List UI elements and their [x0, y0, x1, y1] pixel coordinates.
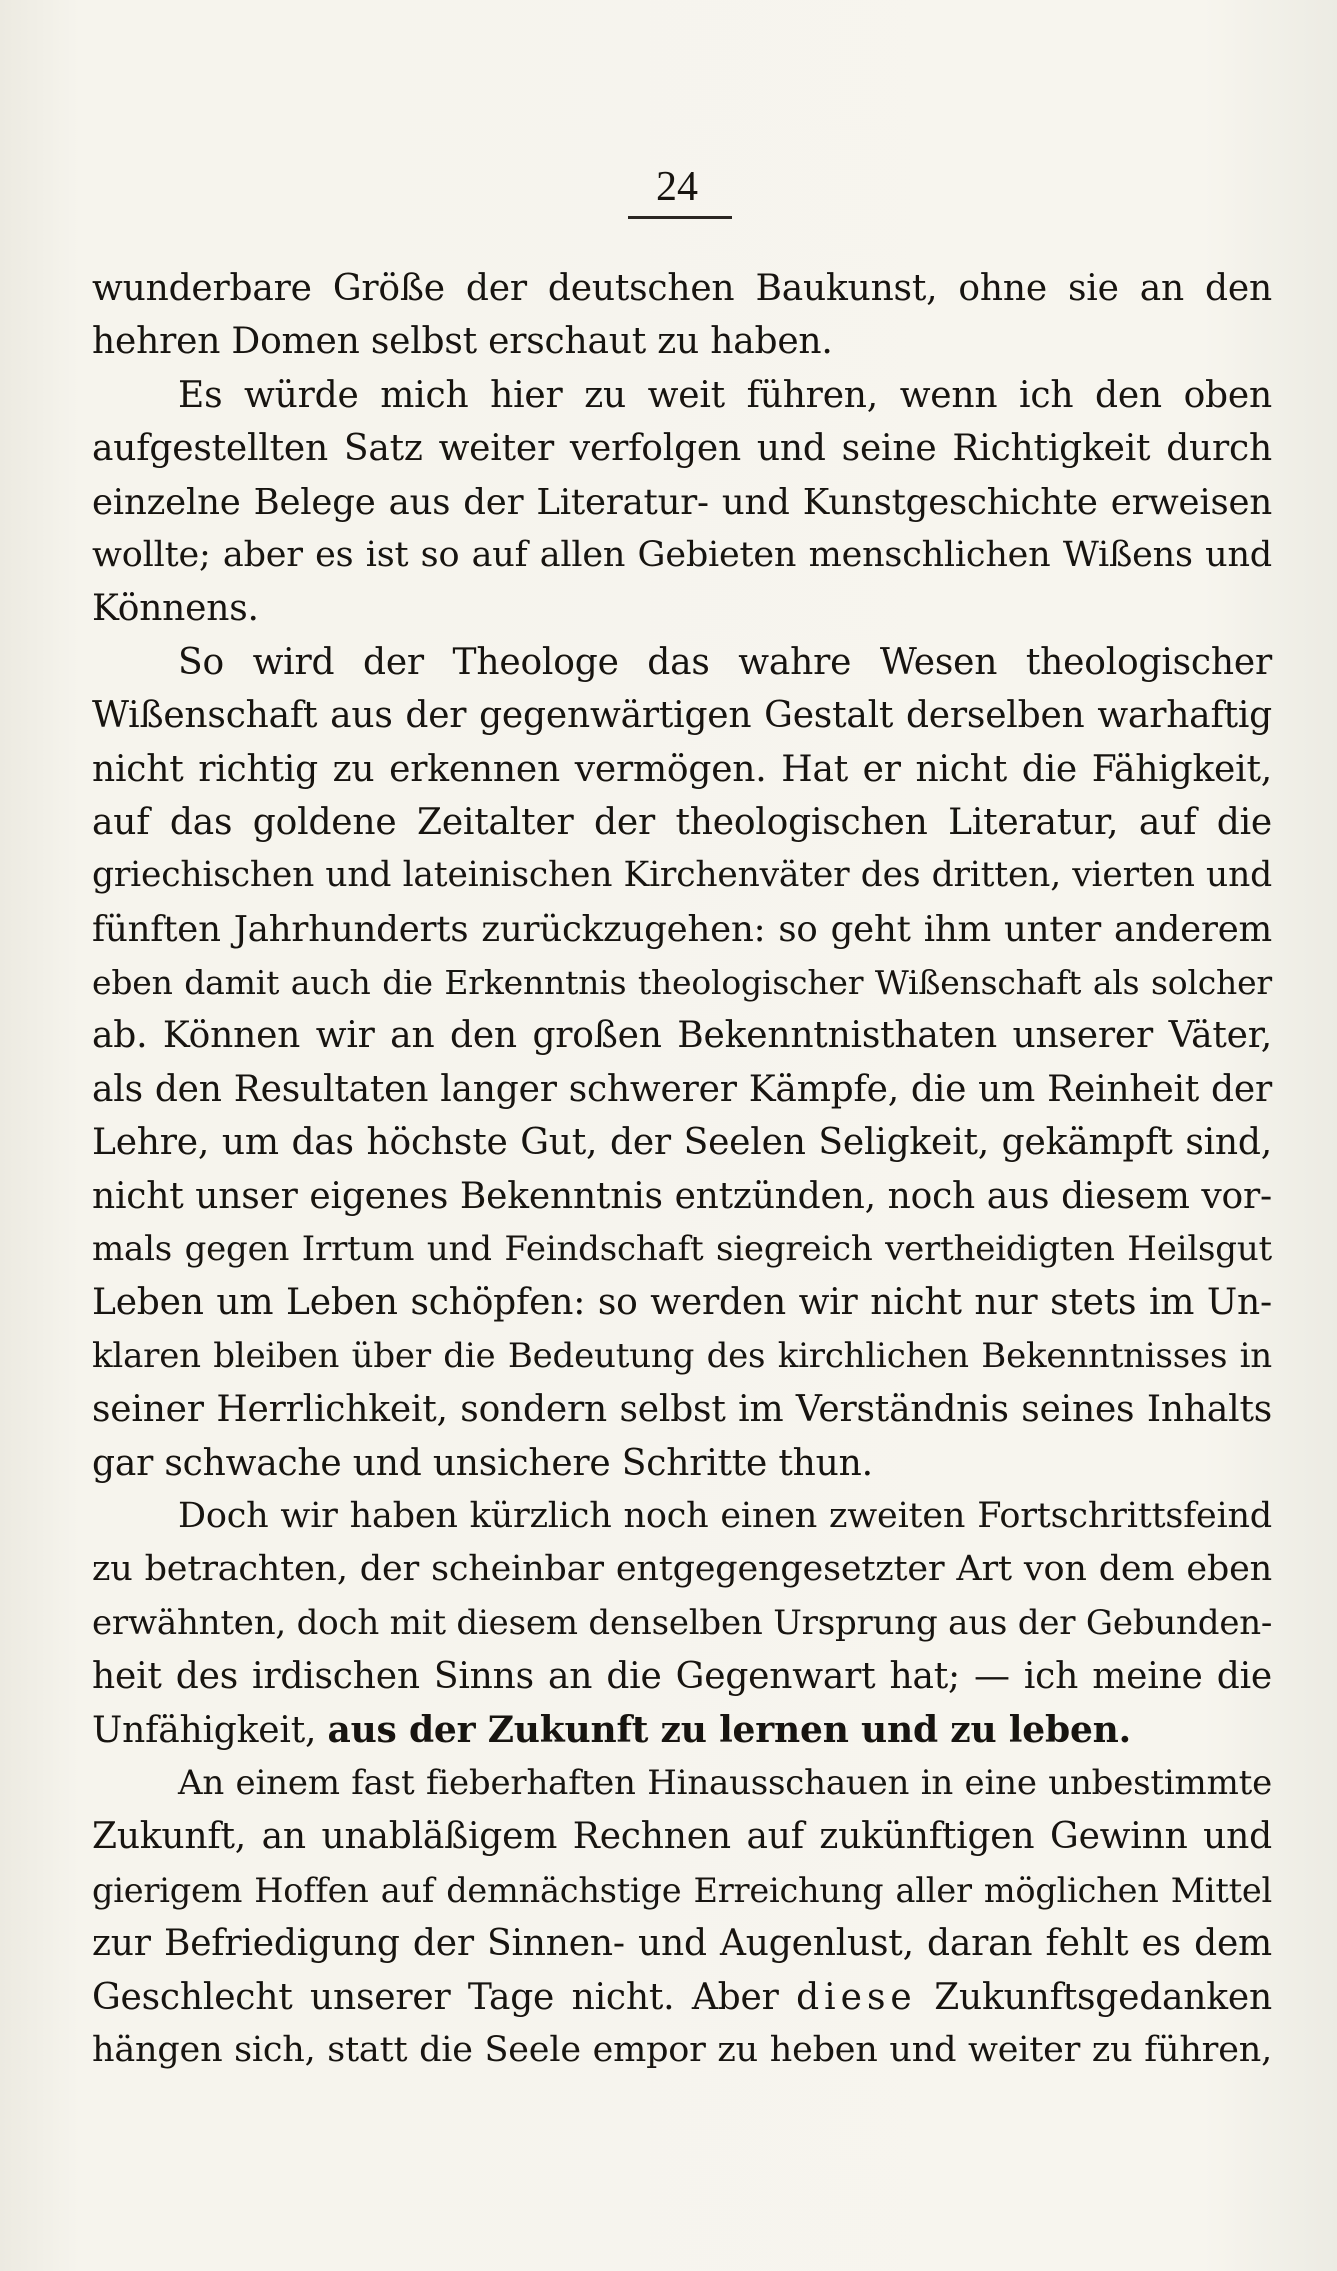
body-text	[92, 262, 1272, 2077]
text-line: wunderbare Größe der deutschen Baukunst, ohne sie an den	[92, 268, 1272, 309]
text-line: griechischen und lateinischen Kirchenväter des dritten, vierten und	[92, 855, 1272, 896]
spaced-emphasis-line	[92, 1971, 1272, 2024]
text-line: gar schwache und unsichere Schritte thun.	[92, 1442, 873, 1484]
text-line: mals gegen Irrtum und Feindschaft siegreich vertheidigten Heilsgut	[92, 1229, 1272, 1270]
text-line: eben damit auch die Erkenntnis theologischer Wißenschaft als solcher	[92, 963, 1272, 1003]
text-line: wollte; aber es ist so auf allen Gebieten menschlichen Wißens und	[92, 534, 1272, 575]
text-line: zu betrachten, der scheinbar entgegengesetzter Art von dem eben	[92, 1549, 1272, 1590]
text-line: erwähnten, doch mit diesem denselben Ursprung aus der Gebunden-	[92, 1602, 1273, 1643]
emphasized-phrase: aus der Zukunft zu lernen und zu leben.	[327, 1708, 1131, 1751]
page-number-rule	[628, 216, 732, 219]
text-line: Leben um Leben schöpfen: so werden wir nicht nur stets im Un-	[92, 1282, 1272, 1324]
spaced-word: diese	[796, 1976, 917, 2018]
text-line: nicht richtig zu erkennen vermögen. Hat er nicht die Fähigkeit,	[92, 748, 1272, 790]
text-line: aufgestellten Satz weiter verfolgen und seine Richtigkeit durch	[92, 428, 1272, 470]
text-line: Lehre, um das höchste Gut, der Seelen Seligkeit, gekämpft sind,	[92, 1122, 1272, 1164]
spaced-line-lead: Geschlecht unserer Tage nicht. Aber	[92, 1976, 797, 2018]
text-line: Doch wir haben kürzlich noch einen zweiten Fortschrittsfeind	[178, 1495, 1272, 1536]
text-line: heit des irdischen Sinns an die Gegenwart hat; — ich meine die	[92, 1656, 1272, 1698]
spaced-line-tail: Zukunftsgedanken	[916, 1976, 1272, 2018]
text-line: gierigem Hoffen auf demnächstige Erreichung aller möglichen Mittel	[92, 1870, 1272, 1910]
text-line: einzelne Belege aus der Literatur- und Kunstgeschichte erweisen	[92, 481, 1272, 523]
text-line: ab. Können wir an den großen Bekenntnisthaten unserer Väter,	[92, 1015, 1272, 1057]
text-line: Wißenschaft aus der gegenwärtigen Gestalt derselben warhaftig	[92, 695, 1272, 737]
emphasis-line-lead: Unfähigkeit,	[92, 1709, 328, 1751]
text-line: nicht unser eigenes Bekenntnis entzünden, noch aus diesem vor-	[92, 1175, 1272, 1217]
text-line: So wird der Theologe das wahre Wesen theologischer	[178, 641, 1272, 683]
page-number: 24	[656, 164, 698, 210]
emphasis-line	[92, 1704, 1272, 1757]
text-line: klaren bleiben über die Bedeutung des kirchlichen Bekenntnisses in	[92, 1335, 1272, 1376]
text-line: zur Befriedigung der Sinnen- und Augenlust, daran fehlt es dem	[92, 1923, 1272, 1965]
text-line: Es würde mich hier zu weit führen, wenn ich den oben	[178, 374, 1272, 416]
text-line: An einem fast fieberhaften Hinausschauen in eine unbestimmte	[178, 1762, 1272, 1803]
text-line: hehren Domen selbst erschaut zu haben.	[92, 321, 833, 363]
text-line: seiner Herrlichkeit, sondern selbst im Verständnis seines Inhalts	[92, 1389, 1272, 1431]
text-line: fünften Jahrhunderts zurückzugehen: so geht ihm unter anderem	[92, 908, 1272, 950]
text-line: als den Resultaten langer schwerer Kämpfe, die um Reinheit der	[92, 1068, 1272, 1110]
text-line: auf das goldene Zeitalter der theologischen Literatur, auf die	[92, 801, 1272, 843]
text-line: Könnens.	[92, 588, 259, 630]
text-line: Zukunft, an unabläßigem Rechnen auf zukünftigen Gewinn und	[92, 1816, 1272, 1858]
text-line: hängen sich, statt die Seele empor zu heben und weiter zu führen,	[92, 2029, 1272, 2070]
